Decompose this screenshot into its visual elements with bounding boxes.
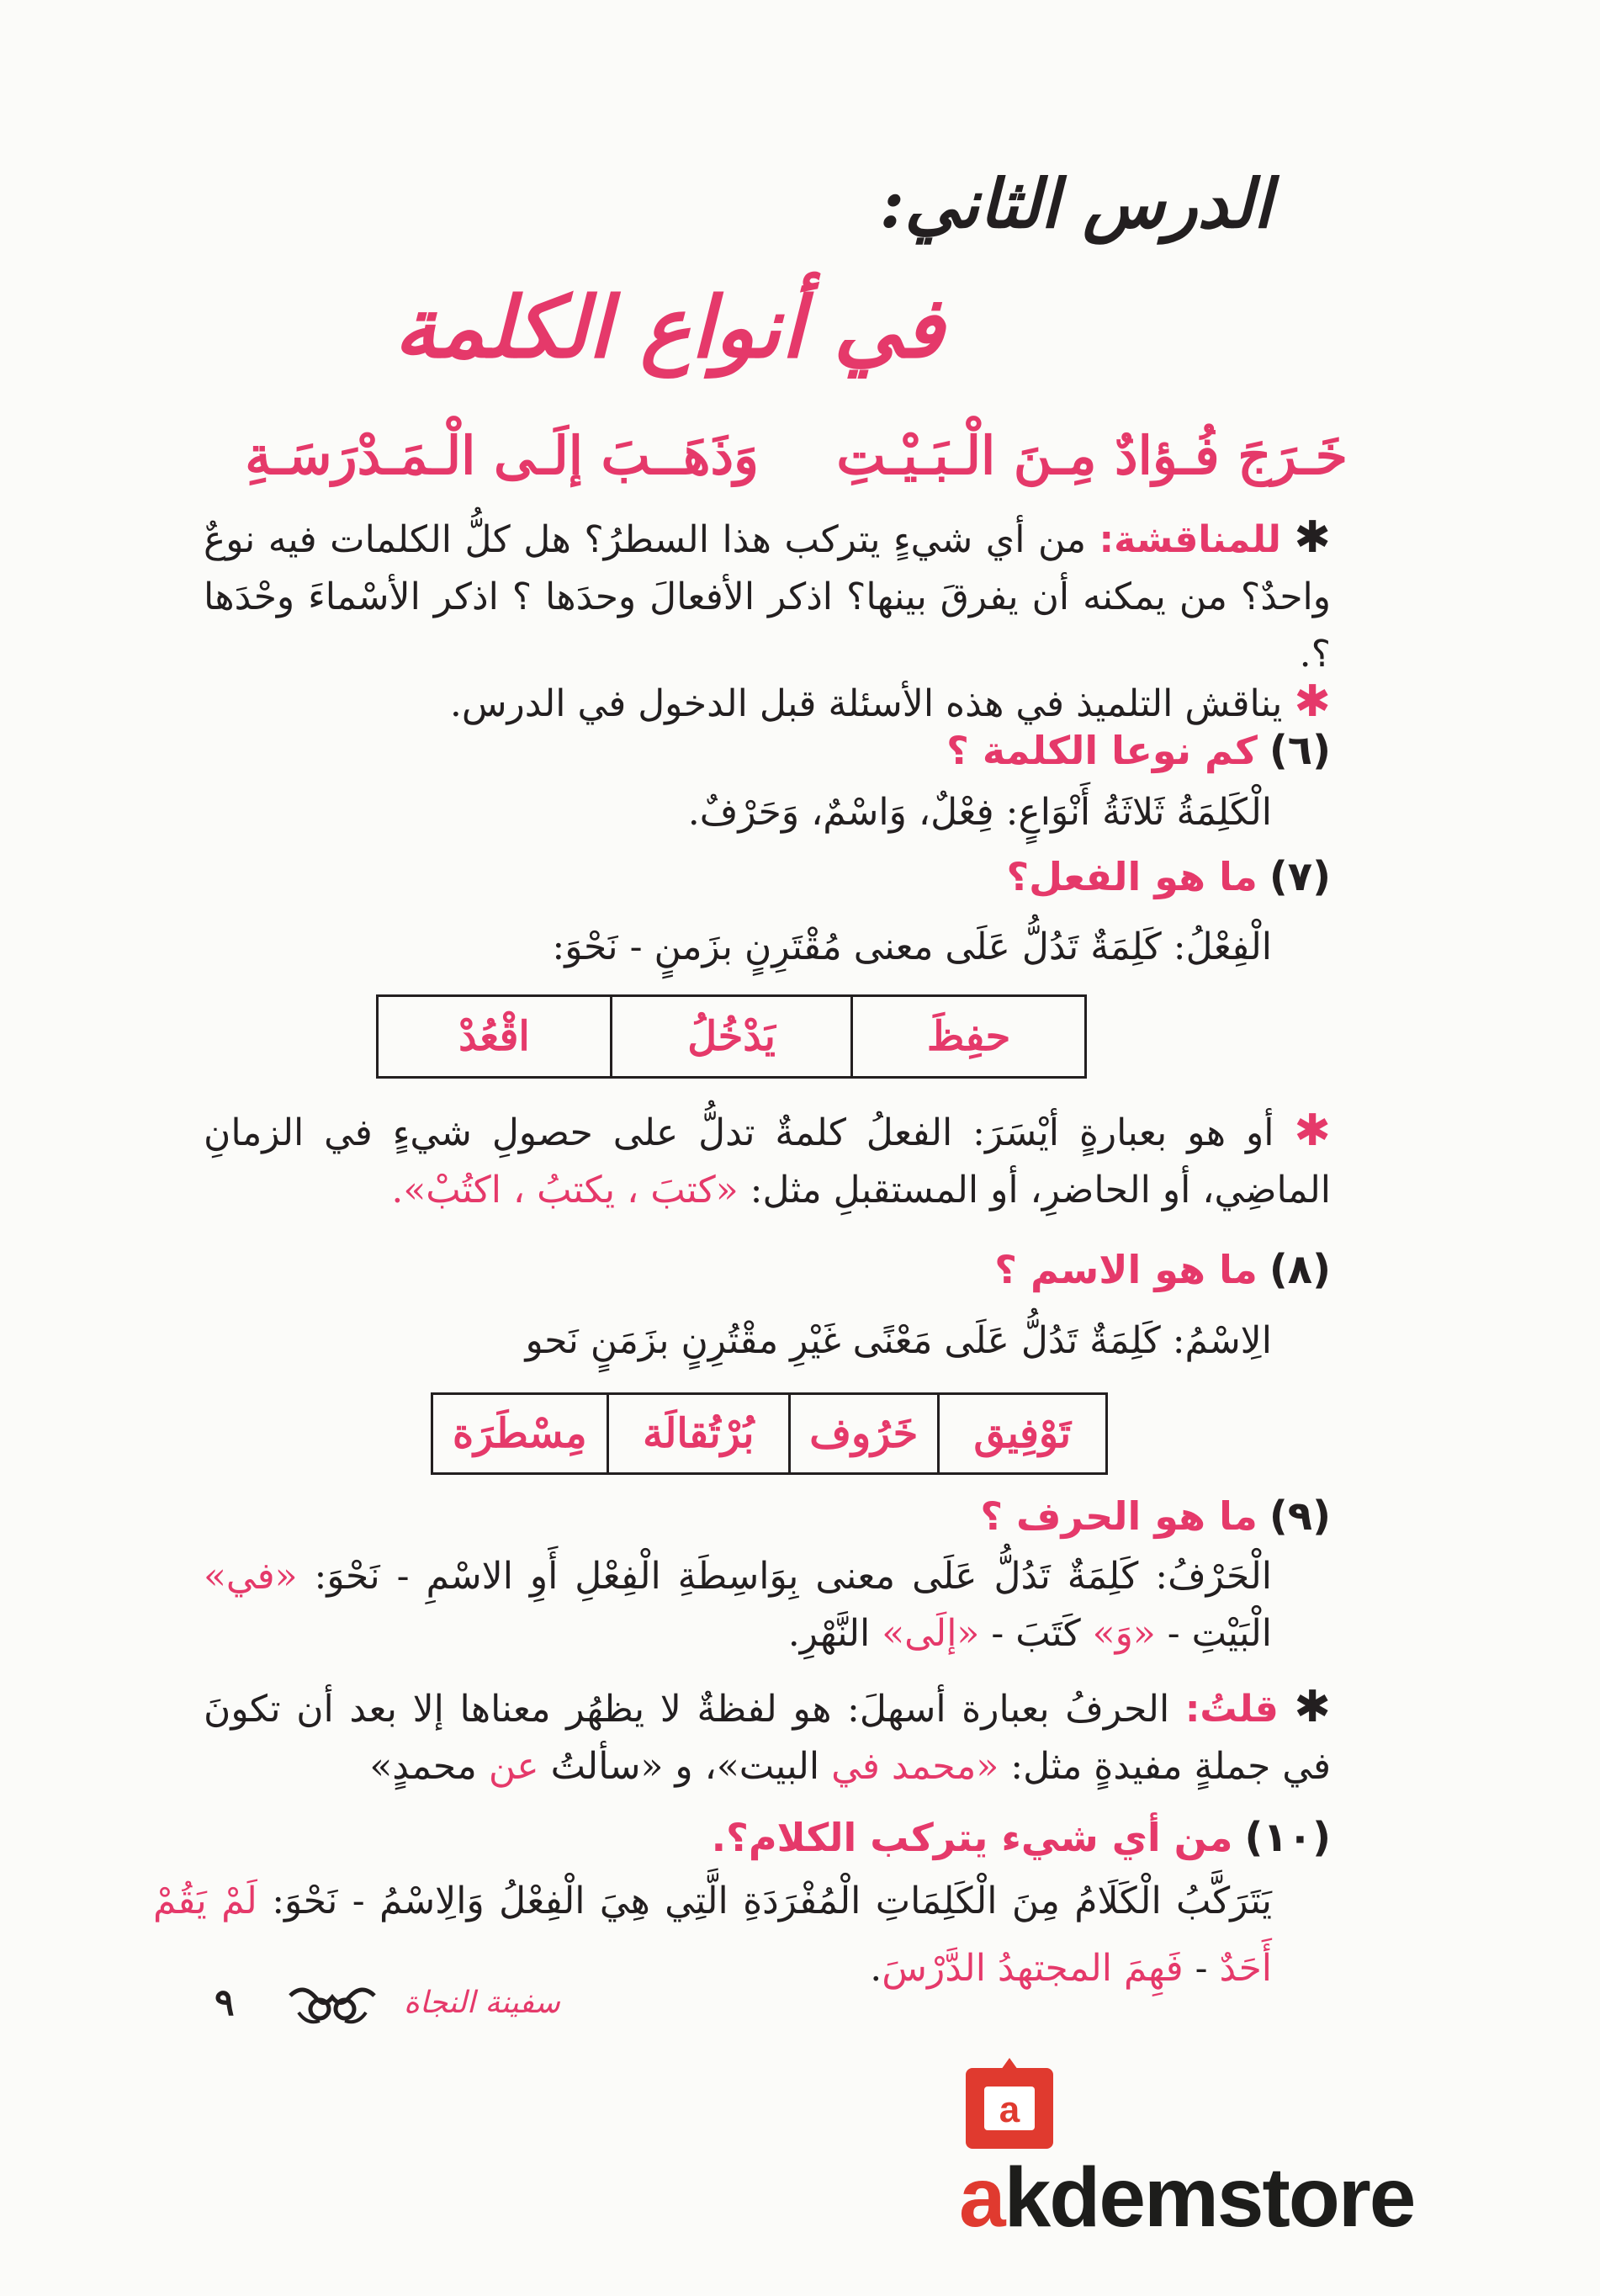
q10-heading [204, 1809, 1331, 1868]
discussion-paragraph [204, 509, 1331, 683]
brand-a: a [959, 2150, 1004, 2245]
q8-number: (٨) [1269, 1246, 1331, 1293]
q7-heading [204, 848, 1331, 907]
noun-example: بُرْتُقالَة [607, 1394, 790, 1474]
said-example-2b: عن [488, 1745, 539, 1788]
example-sentence-part2: وَذَهَــبَ إلَـى الْـمَـدْرَسَـةِ [245, 425, 759, 486]
q7-answer: الْفِعْلُ: كَلِمَةٌ تَدُلُّ عَلَى معنى مُقْتَرِنٍ بزَمنٍ - نَحْوَ: [552, 925, 1272, 968]
q9-example-1-rest: الْبَيْتِ - [1167, 1612, 1272, 1655]
note-text: يناقش التلميذ في هذه الأسئلة قبل الدخول في الدرس. [449, 682, 1283, 725]
q10-example-2: فَهِمَ المجتهدُ الدَّرْسَ [882, 1947, 1184, 1990]
lesson-subject: في أنواع الكلمة [394, 278, 944, 377]
q10-question: من أي شيء يتركب الكلام؟. [711, 1815, 1233, 1860]
noun-example: مِسْطَرَة [432, 1394, 608, 1474]
verb-examples-table [376, 994, 1087, 1079]
said-example-2a: «سألتُ [550, 1745, 664, 1788]
q6-question: كم نوعا الكلمة ؟ [946, 728, 1258, 773]
noun-example: خَرُوف [790, 1394, 938, 1474]
asterisk-icon: ✱ [1294, 1106, 1331, 1156]
verb-example: اقْعُدْ [378, 996, 612, 1078]
example-sentence-part1: خَـرَجَ فُـؤادٌ مِـنَ الْـبَـيْـتِ [836, 425, 1348, 486]
said-example-1a: «محمد [891, 1745, 999, 1788]
q9-example-3: «إلَى» [882, 1612, 980, 1655]
q9-question: ما هو الحرف ؟ [980, 1493, 1258, 1539]
q6-answer: الْكَلِمَةُ ثَلاثَةُ أَنْوَاعٍ: فِعْلٌ، وَاسْمٌ، وَحَرْفٌ. [687, 791, 1272, 834]
discussion-text: من أي شيءٍ يتركب هذا السطرُ؟ هل كلُّ الكلمات فيه نوعٌ واحدٌ؟ من يمكنه أن يفرقَ بينها؟ اذكر الأفعالَ وحدَها ؟ اذكر الأسْماءَ وحْدَها ؟. [204, 518, 1331, 676]
q9-example-1: «في» [204, 1555, 298, 1598]
q9-number: (٩) [1269, 1493, 1331, 1540]
q8-question: ما هو الاسم ؟ [994, 1247, 1258, 1292]
said-example-1b: في [831, 1745, 880, 1788]
verb-extra-text: أو هو بعبارةٍ أيْسَرَ: الفعلُ كلمةٌ تدلُّ على حصولِ شيءٍ في الزمانِ الماضِي، أو الحاضرِ، أو المستقبلِ مثل: [204, 1111, 1331, 1212]
q10-answer-text: يَتَرَكَّبُ الْكَلَامُ مِنَ الْكَلِمَاتِ الْمُفْرَدَةِ الَّتِي هِيَ الْفِعْلُ وَالِاسْمُ - نَحْوَ: [272, 1880, 1272, 1922]
store-brand [959, 2150, 1414, 2246]
q9-answer-text: الْحَرْفُ: كَلِمَةٌ تَدُلُّ عَلَى معنى بِوَاسِطَةِ الْفِعْلِ أَوِ الاسْمِ - نَحْوَ: [314, 1555, 1272, 1598]
said-example-1c: البيت» [716, 1745, 820, 1788]
asterisk-icon: ✱ [1294, 676, 1331, 727]
q9-example-2-rest: كَتَبَ - [991, 1612, 1081, 1655]
store-logo-icon [959, 2053, 1060, 2154]
said-and: ، و [675, 1745, 717, 1788]
said-text: الحرفُ بعبارة أسهلَ: هو لفظةٌ لا يظهُر معناها إلا بعد أن تكونَ في جملةٍ مفيدةٍ مثل: [204, 1688, 1331, 1788]
ornament-icon [286, 1979, 379, 2029]
q9-example-3-rest: النَّهْرِ. [787, 1612, 871, 1655]
asterisk-icon: ✱ [1294, 512, 1331, 563]
q7-number: (٧) [1269, 853, 1331, 900]
said-label: قلتُ: [1184, 1688, 1279, 1731]
q9-heading [204, 1487, 1331, 1546]
q7-question: ما هو الفعل؟ [1006, 854, 1258, 899]
q6-number: (٦) [1269, 727, 1331, 774]
noun-example: تَوْفِيق [938, 1394, 1107, 1474]
q10-example-1: لَمْ يَقُمْ أَحَدٌ [153, 1880, 1272, 1990]
verb-example: يَدْخُلُ [611, 996, 851, 1078]
q9-example-2: «وَ» [1092, 1612, 1156, 1655]
said-example-2c: محمدٍ» [369, 1745, 477, 1788]
lesson-heading: الدرس الثاني: [879, 164, 1272, 243]
noun-examples-table [431, 1392, 1108, 1475]
verb-extra-example: «كتبَ ، يكتبُ ، اكتُبْ». [391, 1169, 739, 1212]
q10-separator: - [1183, 1947, 1220, 1990]
said-paragraph [204, 1678, 1331, 1795]
verb-example: حفِظَ [852, 996, 1086, 1078]
q9-answer [204, 1548, 1272, 1662]
q8-heading [204, 1241, 1331, 1300]
brand-rest: kdemstore [1004, 2150, 1415, 2245]
page-number: ٩ [215, 1981, 235, 2024]
q6-heading [204, 722, 1331, 781]
q10-number: (١٠) [1244, 1814, 1331, 1861]
discussion-label: للمناقشة: [1099, 518, 1281, 561]
asterisk-icon: ✱ [1294, 1682, 1331, 1732]
q8-answer: الِاسْمُ: كَلِمَةٌ تَدُلُّ عَلَى مَعْنًى غَيْرِ مقْتُرِنٍ بزَمَنٍ نَحو [525, 1319, 1272, 1362]
verb-extra-paragraph [204, 1102, 1331, 1219]
footer-book-title: سفينة النجاة [404, 1986, 560, 2020]
q10-end: . [870, 1947, 882, 1990]
logo-letter: a [999, 2089, 1020, 2130]
